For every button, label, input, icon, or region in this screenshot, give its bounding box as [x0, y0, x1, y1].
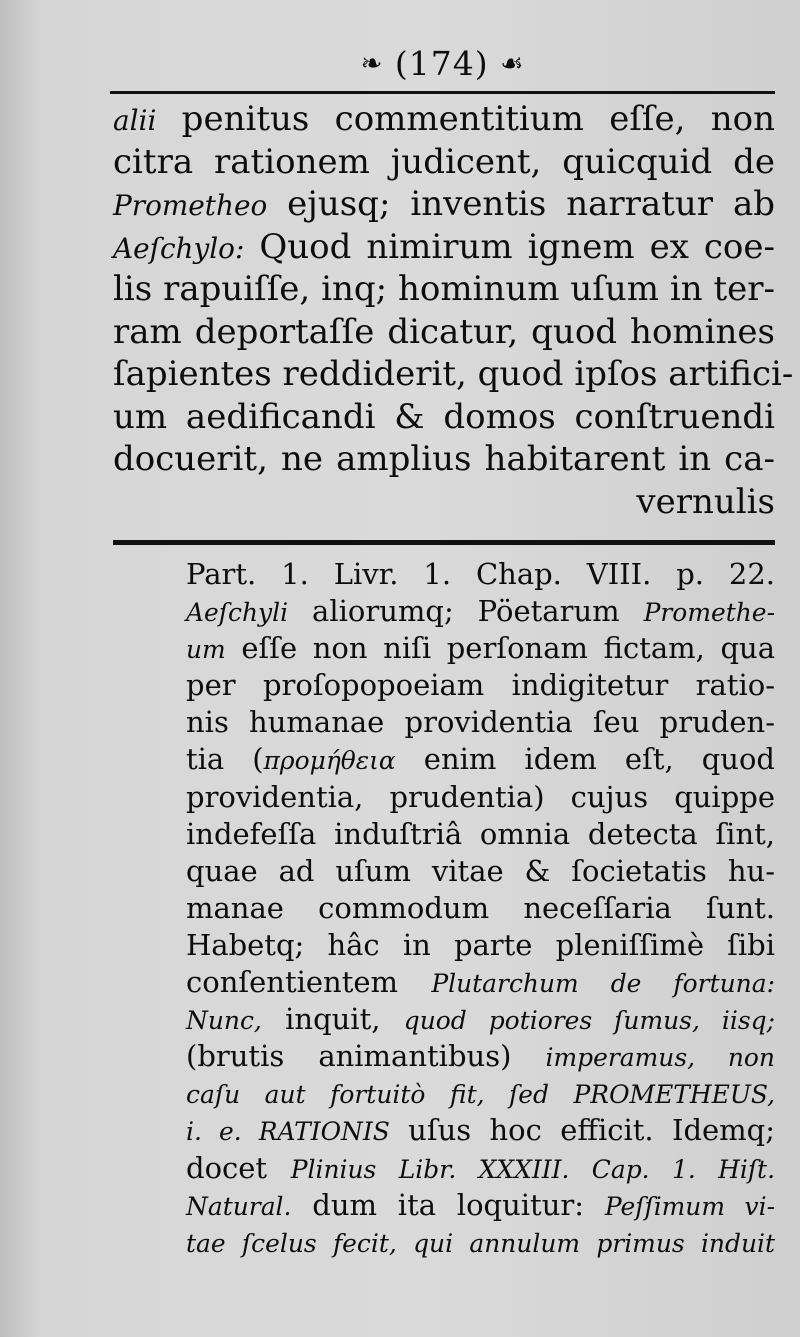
- fleuron-right-icon: ☙: [500, 49, 525, 79]
- header-rule: [110, 91, 775, 94]
- text-line: [113, 396, 775, 439]
- italic-run: Aeſchylo:: [113, 231, 245, 265]
- italic-run: imperamus, non: [545, 1043, 775, 1073]
- footnote-line: [186, 853, 775, 890]
- text-run: citra rationem judicent, quicquid de: [113, 141, 775, 182]
- footnote-line: [186, 1187, 775, 1224]
- footnote-line: [186, 593, 775, 630]
- italic-run: Natural.: [186, 1191, 292, 1221]
- text-run: ejusq; inventis narratur ab: [267, 184, 775, 224]
- footnote-line: [186, 1075, 775, 1112]
- text-run: nis humanae providentia ſeu pruden-: [186, 705, 775, 740]
- footnote-line: [186, 1001, 775, 1038]
- text-run: ſapientes reddiderit, quod ipſos artifici-: [113, 354, 794, 394]
- text-run: quae ad uſum vitae & ſocietatis hu-: [186, 853, 775, 888]
- footnote-line: [186, 667, 775, 704]
- italic-run: alii: [113, 104, 157, 137]
- footnote-line: [186, 1150, 775, 1187]
- page-header: [110, 38, 775, 94]
- fleuron-left-icon: ❧: [360, 49, 384, 79]
- text-line: [113, 311, 775, 354]
- text-run: penitus commentitium eſſe, non: [156, 99, 775, 139]
- footnote-line: [186, 1038, 775, 1075]
- folio: [110, 44, 775, 83]
- text-run: indefeſſa induſtriâ omnia detecta ſint,: [186, 816, 775, 851]
- text-run: eſſe non niſi perſonam fictam, qua: [225, 631, 775, 666]
- main-text: [113, 98, 794, 523]
- text-line: [113, 481, 775, 524]
- text-line: [113, 353, 794, 396]
- footnote-line: [186, 556, 775, 593]
- footnote-line: [186, 927, 775, 964]
- italic-run: Plinius Libr. XXXIII. Cap. 1. Hiſt.: [290, 1154, 775, 1184]
- text-line: [113, 141, 775, 184]
- italic-run: Peſſimum vi-: [604, 1191, 776, 1221]
- footnote-line: [186, 1224, 775, 1261]
- italic-run: Prometheo: [113, 189, 268, 222]
- italic-run: προμήθεια: [263, 746, 396, 776]
- italic-run: Nunc,: [186, 1006, 262, 1036]
- footnote-line: [186, 704, 775, 741]
- italic-run: caſu aut fortuitò fit, ſed PROMETHEUS,: [186, 1080, 775, 1110]
- text-run: docuerit, ne amplius habitarent in ca-: [113, 439, 775, 479]
- text-line: [113, 183, 775, 226]
- text-run: Habetq; hâc in parte pleniſſimè ſibi: [186, 927, 775, 962]
- text-run: per proſopopoeiam indigitetur ratio-: [186, 668, 775, 703]
- footnote-line: [186, 964, 775, 1001]
- text-run: dum ita loquitur:: [291, 1187, 605, 1222]
- footnote: [186, 556, 775, 1261]
- italic-run: Aeſchyli: [186, 598, 289, 628]
- footnote-line: [186, 890, 775, 927]
- text-run: uſus hoc efficit. Idemq;: [389, 1113, 775, 1148]
- text-run: Part. 1. Livr. 1. Chap. VIII. p. 22.: [186, 557, 775, 591]
- text-run: lis rapuiſſe, inq; hominum uſum in ter-: [113, 269, 775, 309]
- text-run: (brutis animantibus): [186, 1039, 546, 1074]
- text-run: Quod nimirum ignem ex coe-: [244, 226, 775, 267]
- footnote-line: [186, 779, 775, 816]
- text-line: [113, 438, 775, 481]
- text-run: ram deportaſſe dicatur, quod homines: [113, 311, 775, 352]
- text-run: providentia, prudentia) cujus quippe: [186, 779, 775, 814]
- text-run: tia (: [186, 742, 264, 777]
- text-run: aliorumq; Pöetarum: [288, 594, 644, 629]
- text-run: docet: [186, 1150, 291, 1185]
- text-run: vernulis: [636, 481, 775, 522]
- text-run: um aedificandi & domos conſtruendi: [113, 396, 775, 437]
- text-run: inquit,: [261, 1002, 404, 1037]
- footnote-line: [186, 741, 775, 778]
- footnote-line: [186, 1112, 775, 1149]
- footnote-rule: [113, 540, 775, 545]
- italic-run: tae ſcelus fecit, qui annulum primus induit: [186, 1228, 775, 1258]
- page-number: (174): [394, 44, 489, 83]
- text-run: enim idem eſt, quod: [395, 742, 775, 777]
- text-run: conſentientem: [186, 965, 432, 1000]
- text-line: [113, 226, 775, 269]
- italic-run: um: [186, 635, 226, 665]
- italic-run: quod potiores ſumus, iisq;: [403, 1006, 775, 1036]
- italic-run: i. e. RATIONIS: [186, 1117, 390, 1147]
- italic-run: Promethe-: [643, 598, 775, 628]
- italic-run: Plutarchum de fortuna:: [431, 969, 775, 999]
- text-line: [113, 268, 775, 311]
- footnote-line: [186, 816, 775, 853]
- footnote-line: [186, 630, 775, 667]
- text-line: [113, 98, 775, 141]
- text-run: manae commodum neceſſaria ſunt.: [186, 890, 775, 925]
